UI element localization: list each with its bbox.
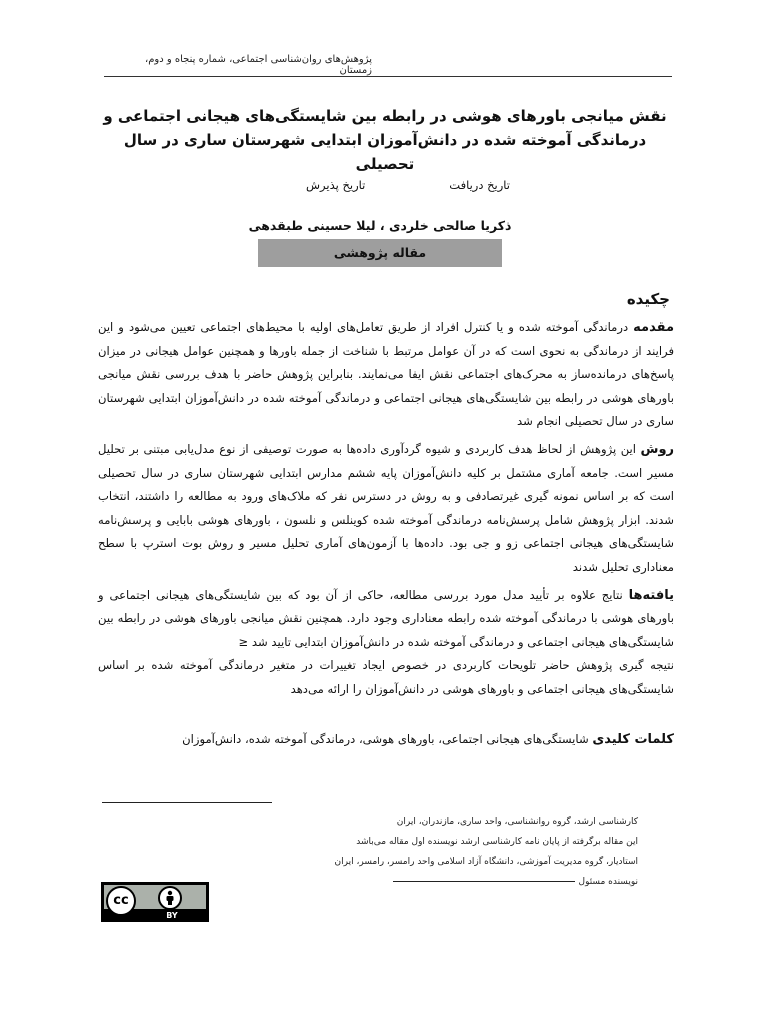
abstract-intro (98, 316, 674, 434)
abstract-heading: چکیده (626, 290, 670, 308)
intro-label: مقدمه (633, 320, 675, 335)
footnote-item: کارشناسی ارشد، گروه روانشناسی، واحد ساری، مازندران، ایران (396, 817, 638, 827)
journal-running-header: پژوهش‌های روان‌شناسی اجتماعی، شماره پنجاه و دوم، زمستان (145, 54, 372, 76)
article-type-badge: مقاله پژوهشی (258, 239, 502, 267)
abstract-conclusion (98, 654, 674, 701)
corresponding-author-label: نویسنده مسئول (578, 877, 638, 887)
footnote-divider (102, 802, 272, 803)
corresponding-author-blank (393, 881, 575, 882)
results-text: نتایج علاوه بر تأیید مدل مورد بررسی مطالعه، حاکی از آن بود که بین شایستگی‌های هیجانی اجتماعی و باورهای هوشی با درماندگی آموخته شده رابطه معناداری وجود دارد. همچنین نقش میانجی باورهای هوشی در رابطه بین شایستگی‌های هیجانی اجتماعی و درماندگی آموخته شده در دانش‌آموزان ابتدایی تایید شد ≤ (98, 587, 674, 649)
footnote-corresponding (300, 872, 638, 892)
abstract-method (98, 438, 674, 580)
cc-icon: cc (106, 886, 136, 916)
footnote-item: استادیار، گروه مدیریت آموزشی، دانشگاه آزاد اسلامی واحد رامسر، رامسر، ایران (334, 857, 638, 867)
authors: ذکریا صالحی خلردی ، لیلا حسینی طبقدهی (248, 218, 512, 233)
conclusion-text: نتیجه گیری پژوهش حاضر تلویحات کاربردی در خصوص ایجاد تغییرات در متغیر درماندگی آموخته شده بر اساس شایستگی‌های هیجانی اجتماعی و باورهای هوشی در دانش‌آموزان را ارائه می‌دهد (98, 658, 674, 696)
method-label: روش (640, 441, 675, 457)
results-label: یافته‌ها (628, 587, 675, 603)
method-text: این پژوهش از لحاظ هدف کاربردی و شیوه گردآوری داده‌ها به صورت توصیفی از نوع مدل‌یابی مبتنی بر تحلیل مسیر است. جامعه آماری مشتمل بر کلیه دانش‌آموزان پایه ششم مدارس ابتدایی شهرستان ساری در سال تحصیلی است که بر اساس نمونه گیری غیرتصادفی و به روش در دسترس نفر که ملاک‌های ورود به مطالعه را داشتند، انتخاب شدند. ابزار پژوهش شامل پرسش‌نامه درماندگی آموخته شده کوینلس و نلسون ، باورهای هوشی بابایی و پرسش‌نامه شایستگی‌های هیجانی اجتماعی زو و جی بود. داده‌ها با آزمون‌های آماری تحلیل مسیر و روش بوت استرپ با سطح معناداری تحلیل شدند (98, 441, 674, 574)
attribution-person-icon (158, 886, 182, 910)
abstract-results (98, 584, 674, 655)
by-label: BY (166, 911, 178, 920)
date-received-label: تاریخ دریافت (449, 178, 510, 192)
intro-text: درماندگی آموخته شده و یا کنترل افراد از طریق تعامل‌های اولیه با محیط‌های اجتماعی تعیین می‌شود و این فرایند از درماندگی به نحوی است که در آن عوامل مرتبط با شناخت از جمله باورها و همچنین عوامل هیجانی در میزان پاسخ‌های درمانده‌ساز به محرک‌های اجتماعی نقش ایفا می‌نمایند. بنابراین پژوهش حاضر با هدف بررسی نقش میانجی باورهای هوشی در رابطه بین شایستگی‌های هیجانی اجتماعی و درماندگی آموخته شده در دانش‌آموزان ابتدایی شهرستان ساری در سال تحصیلی انجام شد (98, 320, 674, 429)
abstract-body (98, 316, 674, 702)
footnotes (300, 812, 638, 892)
date-accepted-label: تاریخ پذیرش (306, 178, 366, 192)
cc-by-license-badge[interactable] (101, 882, 209, 922)
keywords-text: شایستگی‌های هیجانی اجتماعی، باورهای هوشی، درماندگی آموخته شده، دانش‌آموزان (182, 732, 589, 746)
header-divider (104, 76, 672, 77)
dates-row (270, 178, 510, 196)
keywords-label: کلمات کلیدی (592, 732, 674, 747)
article-title: نقش میانجی باورهای هوشی در رابطه بین شایستگی‌های هیجانی اجتماعی و درماندگی آموخته شده در دانش‌آموزان ابتدایی شهرستان ساری در سال تحصیلی (103, 107, 667, 173)
footnote-item: این مقاله برگرفته از پایان نامه کارشناسی ارشد نویسنده اول مقاله می‌باشد (356, 837, 638, 847)
keywords (120, 728, 674, 751)
